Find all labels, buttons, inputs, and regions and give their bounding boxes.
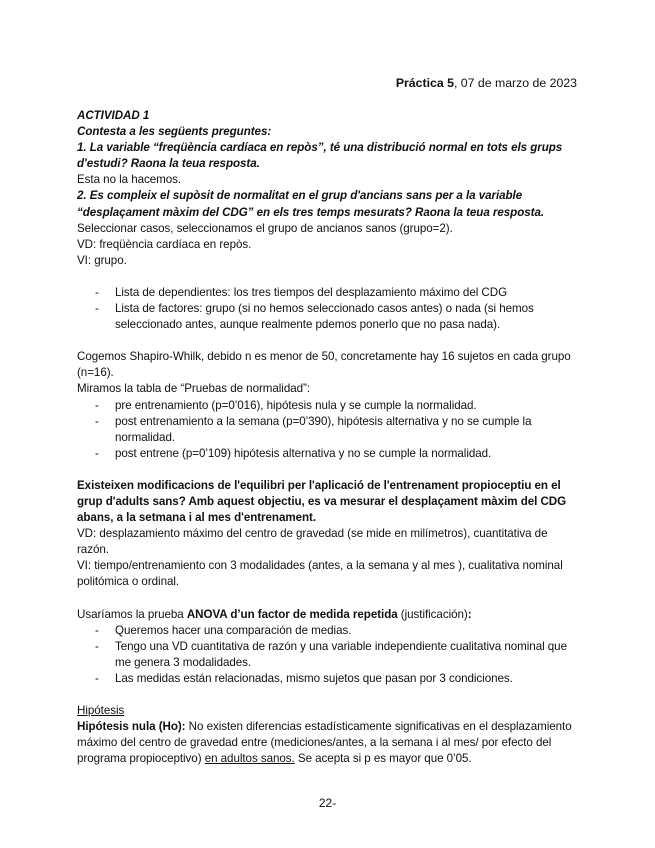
- practice-label: Práctica 5: [395, 76, 454, 90]
- question-2: 2. Es compleix el supòsit de normalitat en el grup d'ancians sans per a la variable “desplaçament màxim del CDG” en els tres temps mesurats? Raona la teua resposta.: [77, 189, 545, 219]
- normality-table-intro: Miramos la tabla de “Pruebas de normalidad”:: [77, 382, 311, 396]
- list-item: - Queremos hacer una comparación de medias.: [115, 623, 582, 639]
- test-selection: Usaríamos la prueba ANOVA d’un factor de medida repetida (justificación):: [77, 607, 472, 621]
- question-1: 1. La variable “freqüència cardíaca en repòs”, té una distribució normal en tots els grups d'estudi? Raona la teua resposta.: [77, 141, 563, 171]
- list-item: - Lista de dependientes: los tres tiempos del desplazamiento máximo del CDG: [115, 285, 582, 301]
- activity-title: ACTIVIDAD 1: [77, 109, 150, 122]
- justification-list: [77, 623, 582, 687]
- independent-variable: VI: tiempo/entrenamiento con 3 modalidades (antes, a la semana y al mes ), cualitativa nominal politómica o ordinal.: [77, 559, 563, 589]
- list-item: - Las medidas están relacionadas, mismo sujetos que pasan por 3 condiciones.: [115, 671, 582, 687]
- dependent-variable: VD: desplazamiento máximo del centro de gravedad (se mide en milímetros), cuantitativa de razón.: [77, 527, 548, 557]
- list-item: - post entrene (p=0’109) hipótesis alternativa y no se cumple la normalidad.: [115, 446, 582, 462]
- document-body: [77, 108, 582, 767]
- question-3: Existeixen modificacions de l'equilibri per l'aplicació de l'entrenament propioceptiu en el grup d'adults sans? Amb aquest objectiu, es va mesurar el desplaçament màxim del CDG abans, a la setmana i al mes d'entrenament.: [77, 478, 567, 525]
- list-item: - Lista de factores: grupo (si no hemos seleccionado casos antes) o nada (si hemos seleccionado antes, aunque realmente pdemos ponerlo que no pasa nada).: [115, 301, 582, 333]
- spss-options-list: [77, 285, 582, 333]
- practice-header: [396, 76, 577, 90]
- answer-2-line: VI: grupo.: [77, 253, 127, 267]
- null-hypothesis: Hipótesis nula (Ho): No existen diferencias estadísticamente significativas en el desplazamiento máximo del centro de gravedad entre (mediciones/antes, a la semana i al mes/ por efecto del programa propioceptivo) en adultos sanos. Se acepta si p es mayor que 0’05.: [77, 720, 572, 766]
- activity-instruction: Contesta a les següents preguntes:: [77, 125, 272, 139]
- test-name: ANOVA d’un factor de medida repetida: [186, 607, 398, 621]
- normality-results-list: [77, 398, 582, 462]
- list-item: - pre entrenamiento (p=0’016), hipótesis nula y se cumple la normalidad.: [115, 398, 582, 414]
- answer-2-line: Seleccionar casos, seleccionamos el grupo de ancianos sanos (grupo=2).: [77, 221, 453, 235]
- answer-2-line: VD: freqüència cardíaca en repòs.: [77, 237, 252, 251]
- practice-date: , 07 de marzo de 2023: [453, 76, 577, 90]
- hypothesis-title: Hipótesis: [77, 704, 125, 717]
- answer-1: Esta no la hacemos.: [77, 173, 182, 187]
- page-number: 22-: [318, 796, 337, 810]
- shapiro-paragraph: Cogemos Shapiro-Whilk, debido n es menor de 50, concretamente hay 16 sujetos en cada grupo (n=16).: [77, 350, 571, 380]
- list-item: - post entrenamiento a la semana (p=0’390), hipótesis alternativa y no se cumple la normalidad.: [115, 414, 582, 446]
- list-item: - Tengo una VD cuantitativa de razón y una variable independiente cualitativa nominal que me genera 3 modalidades.: [115, 639, 582, 671]
- null-hypothesis-label: Hipótesis nula (Ho):: [77, 720, 186, 734]
